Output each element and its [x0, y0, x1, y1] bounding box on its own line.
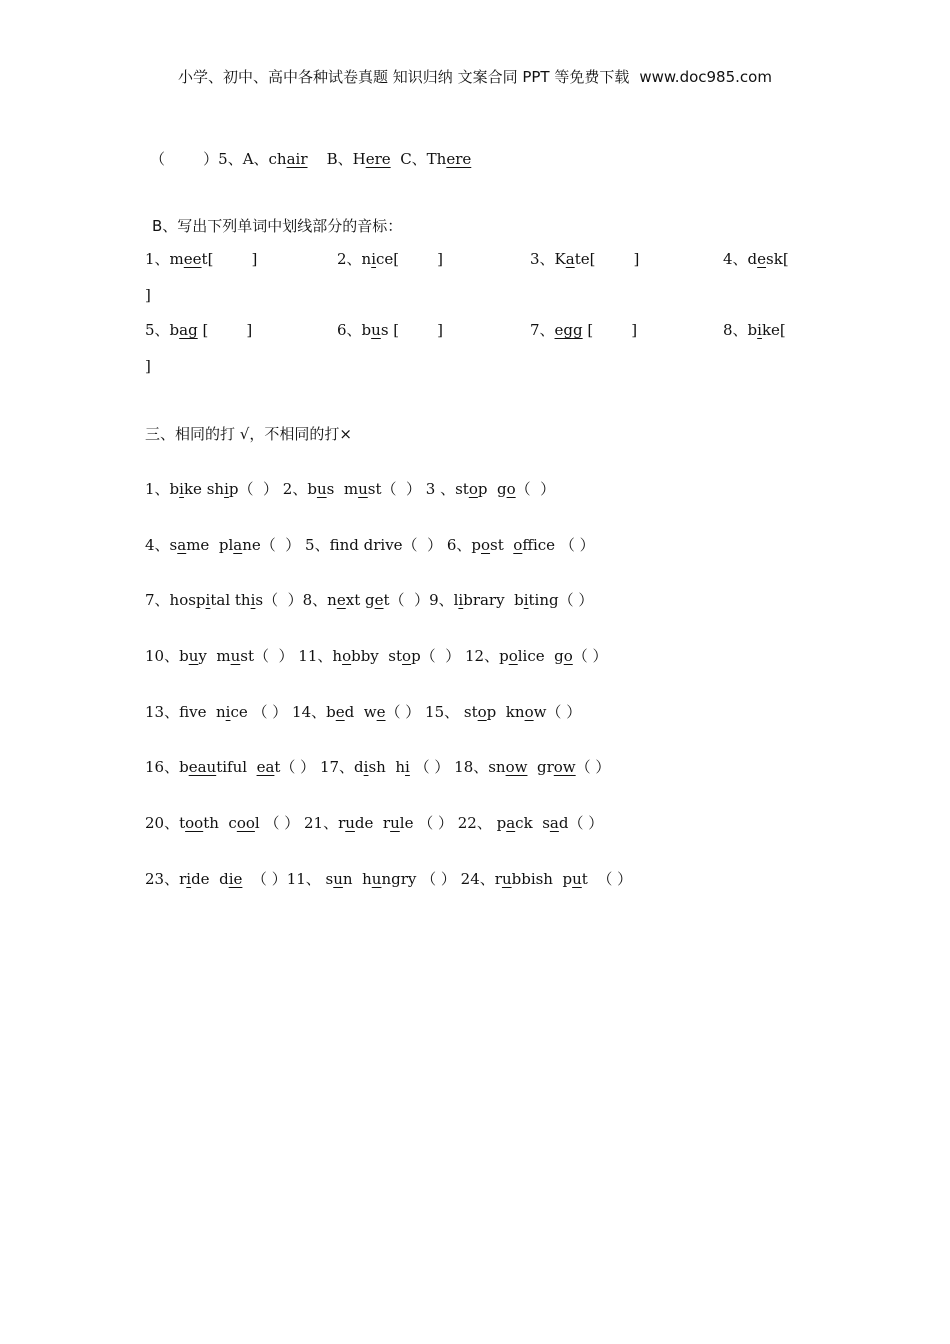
phonetic-item: 6、bus [ ]: [337, 321, 444, 339]
phonetic-item: 3、Kate[ ]: [530, 250, 640, 268]
compare-row: 10、buy must（ ） 11、hobby stop（ ） 12、police go（ ）: [145, 647, 608, 665]
phonetic-item: 1、meet[ ]: [145, 250, 258, 268]
phonetic-item: 7、egg [ ]: [530, 321, 638, 339]
page-header: [0, 66, 950, 87]
phonetic-item: 5、bag [ ]: [145, 321, 253, 339]
phonetic-item-close: ]: [145, 357, 151, 375]
phonetic-item: 2、nice[ ]: [337, 250, 444, 268]
compare-row: 4、same plane（ ） 5、fnd drive（ ） 6、post office （ ）: [145, 536, 595, 554]
header-url: www.doc985.com: [639, 68, 772, 86]
compare-row: 16、beautiful eat（ ） 17、dish hi （ ） 18、snow grow（ ）: [145, 758, 611, 776]
compare-row: 7、hospital this（ ）8、next get（ ）9、library biting（ ）: [145, 591, 594, 609]
compare-row: 1、bike ship（ ） 2、bus must（ ） 3 、stop go（ ）: [145, 480, 556, 498]
phonetic-item-close: ]: [145, 286, 151, 304]
compare-row: 23、ride die （ ）11、 sun hungry （ ） 24、rubbish put （ ）: [145, 870, 633, 888]
phonetic-item: 8、bike[: [723, 321, 786, 339]
compare-row: 13、fve nice （ ） 14、bed we（ ） 15、 stop know（ ）: [145, 703, 582, 721]
phonetic-item: 4、desk[: [723, 250, 789, 268]
compare-row: 20、tooth cool （ ） 21、rude rule （ ） 22、 pack sad（ ）: [145, 814, 604, 832]
section-3-title: 三、相同的打 √，不相同的打×: [145, 425, 352, 443]
question-5: （ ）5、A、chair B、Here C、There: [150, 150, 472, 168]
header-text: 小学、初中、高中各种试卷真题 知识归纳 文案合同 PPT 等免费下载: [178, 68, 630, 86]
section-b-title: B、写出下列单词中划线部分的音标：: [152, 217, 403, 235]
